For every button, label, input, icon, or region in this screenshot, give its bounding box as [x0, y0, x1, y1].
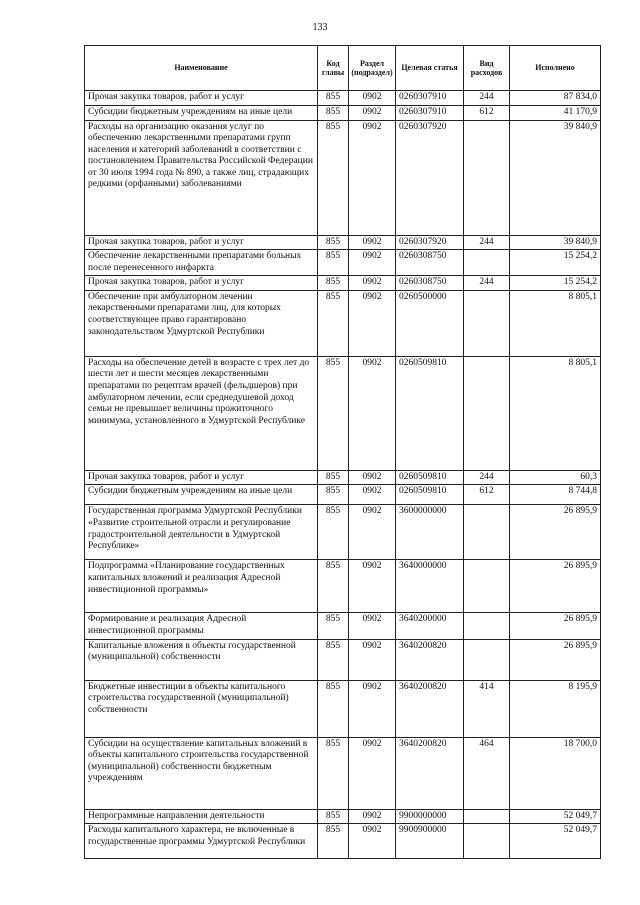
row-section: 0902 — [349, 91, 396, 106]
table-row — [85, 235, 601, 250]
row-name: Прочая закупка товаров, работ и услуг — [85, 235, 318, 250]
table-row — [85, 809, 601, 824]
row-amount: 8 805,1 — [510, 356, 601, 470]
table-row — [85, 470, 601, 485]
row-name: Расходы капитального характера, не включенные в государственные программы Удмуртской Республики — [85, 824, 318, 859]
row-section: 0902 — [349, 120, 396, 235]
row-section: 0902 — [349, 505, 396, 560]
row-code: 855 — [318, 105, 349, 120]
table-row — [85, 485, 601, 505]
row-amount: 39 840,9 — [510, 235, 601, 250]
row-type — [464, 356, 510, 470]
row-name: Подпрограмма «Планирование государственных капитальных вложений и реализация Адресной инвестиционной программы» — [85, 560, 318, 613]
row-section: 0902 — [349, 560, 396, 613]
row-name: Прочая закупка товаров, работ и услуг — [85, 276, 318, 291]
row-target: 0260509810 — [396, 470, 464, 485]
row-target: 0260509810 — [396, 485, 464, 505]
row-section: 0902 — [349, 639, 396, 680]
table-row — [85, 120, 601, 235]
row-target: 0260308750 — [396, 250, 464, 276]
row-type: 244 — [464, 91, 510, 106]
table-row — [85, 824, 601, 859]
row-type — [464, 290, 510, 356]
row-section: 0902 — [349, 470, 396, 485]
row-target: 3640200000 — [396, 613, 464, 639]
row-section: 0902 — [349, 680, 396, 737]
table-row — [85, 613, 601, 639]
row-name: Обеспечение лекарственными препаратами больных после перенесенного инфаркта — [85, 250, 318, 276]
row-amount: 26 895,9 — [510, 639, 601, 680]
header-executed: Исполнено — [510, 46, 601, 91]
table-row — [85, 639, 601, 680]
row-amount: 15 254,2 — [510, 276, 601, 291]
row-type — [464, 250, 510, 276]
row-name: Обеспечение при амбулаторном лечении лекарственными препаратами лиц, для которых соответствующее право гарантировано законодательством Удмуртской Республики — [85, 290, 318, 356]
row-amount: 60,3 — [510, 470, 601, 485]
row-section: 0902 — [349, 613, 396, 639]
row-name: Бюджетные инвестиции в объекты капитального строительства государственной (муниципальной) собственности — [85, 680, 318, 737]
row-type: 612 — [464, 105, 510, 120]
row-code: 855 — [318, 613, 349, 639]
row-amount: 39 840,9 — [510, 120, 601, 235]
row-name: Расходы на обеспечение детей в возрасте с трех лет до шести лет и шести месяцев лекарственными препаратами по рецептам врачей (фельдшеров) при амбулаторном лечении, если среднедушевой доход семьи не превышает величины прожиточного минимума, установленного в Удмуртской Республике — [85, 356, 318, 470]
row-name: Субсидии бюджетным учреждениям на иные цели — [85, 485, 318, 505]
row-code: 855 — [318, 485, 349, 505]
row-amount: 26 895,9 — [510, 505, 601, 560]
row-code: 855 — [318, 639, 349, 680]
table-row — [85, 505, 601, 560]
row-target: 3640200820 — [396, 737, 464, 809]
row-type: 464 — [464, 737, 510, 809]
row-code: 855 — [318, 809, 349, 824]
row-target: 0260509810 — [396, 356, 464, 470]
row-type — [464, 809, 510, 824]
row-section: 0902 — [349, 235, 396, 250]
row-target: 0260308750 — [396, 276, 464, 291]
row-amount: 26 895,9 — [510, 560, 601, 613]
row-amount: 18 700,0 — [510, 737, 601, 809]
row-amount: 26 895,9 — [510, 613, 601, 639]
header-code: Код главы — [318, 46, 349, 91]
table-row — [85, 560, 601, 613]
table-row — [85, 105, 601, 120]
row-target: 3640000000 — [396, 560, 464, 613]
row-type — [464, 120, 510, 235]
row-type — [464, 560, 510, 613]
table-row — [85, 737, 601, 809]
row-section: 0902 — [349, 356, 396, 470]
row-target: 0260307920 — [396, 120, 464, 235]
row-name: Формирование и реализация Адресной инвестиционной программы — [85, 613, 318, 639]
row-name: Субсидии бюджетным учреждениям на иные цели — [85, 105, 318, 120]
table-row — [85, 680, 601, 737]
row-amount: 15 254,2 — [510, 250, 601, 276]
row-type: 244 — [464, 276, 510, 291]
table-row — [85, 250, 601, 276]
row-target: 3600000000 — [396, 505, 464, 560]
row-type: 612 — [464, 485, 510, 505]
row-amount: 8 195,9 — [510, 680, 601, 737]
header-target: Целевая статья — [396, 46, 464, 91]
row-code: 855 — [318, 276, 349, 291]
row-code: 855 — [318, 505, 349, 560]
row-target: 0260500000 — [396, 290, 464, 356]
row-target: 0260307910 — [396, 91, 464, 106]
row-type: 414 — [464, 680, 510, 737]
row-section: 0902 — [349, 485, 396, 505]
table-header-row — [85, 46, 601, 91]
row-name: Государственная программа Удмуртской Республики «Развитие строительной отрасли и регулирование градостроительной деятельности в Удмуртской Республике» — [85, 505, 318, 560]
row-code: 855 — [318, 560, 349, 613]
row-code: 855 — [318, 470, 349, 485]
row-section: 0902 — [349, 276, 396, 291]
row-name: Прочая закупка товаров, работ и услуг — [85, 470, 318, 485]
row-section: 0902 — [349, 824, 396, 859]
row-code: 855 — [318, 356, 349, 470]
table-row — [85, 290, 601, 356]
budget-table — [84, 45, 601, 859]
header-section: Раздел (подраздел) — [349, 46, 396, 91]
row-amount: 87 834,0 — [510, 91, 601, 106]
row-name: Расходы на организацию оказания услуг по обеспечению лекарственными препаратами групп населения и категорий заболеваний в соответствии с постановлением Правительства Российской Федерации от 30 июля 1994 года № 890, а также лиц, страдающих редкими (орфанными) заболеваниями — [85, 120, 318, 235]
row-code: 855 — [318, 680, 349, 737]
row-section: 0902 — [349, 290, 396, 356]
table-row — [85, 276, 601, 291]
row-target: 3640200820 — [396, 639, 464, 680]
row-target: 0260307910 — [396, 105, 464, 120]
row-type — [464, 613, 510, 639]
row-section: 0902 — [349, 737, 396, 809]
row-amount: 41 170,9 — [510, 105, 601, 120]
row-code: 855 — [318, 824, 349, 859]
row-name: Субсидии на осуществление капитальных вложений в объекты капитального строительства государственной (муниципальной) собственности бюджетным учреждениям — [85, 737, 318, 809]
row-type: 244 — [464, 235, 510, 250]
row-target: 0260307920 — [396, 235, 464, 250]
header-name: Наименование — [85, 46, 318, 91]
row-type — [464, 639, 510, 680]
row-name: Прочая закупка товаров, работ и услуг — [85, 91, 318, 106]
row-target: 3640200820 — [396, 680, 464, 737]
row-amount: 52 049,7 — [510, 824, 601, 859]
row-section: 0902 — [349, 809, 396, 824]
row-code: 855 — [318, 235, 349, 250]
row-amount: 52 049,7 — [510, 809, 601, 824]
row-name: Непрограммные направления деятельности — [85, 809, 318, 824]
row-code: 855 — [318, 290, 349, 356]
row-name: Капитальные вложения в объекты государственной (муниципальной) собственности — [85, 639, 318, 680]
header-type: Вид расходов — [464, 46, 510, 91]
row-section: 0902 — [349, 105, 396, 120]
row-target: 9900900000 — [396, 824, 464, 859]
row-code: 855 — [318, 250, 349, 276]
row-code: 855 — [318, 91, 349, 106]
row-type: 244 — [464, 470, 510, 485]
row-amount: 8 744,8 — [510, 485, 601, 505]
row-code: 855 — [318, 120, 349, 235]
row-type — [464, 824, 510, 859]
row-target: 9900000000 — [396, 809, 464, 824]
row-type — [464, 505, 510, 560]
row-amount: 8 805,1 — [510, 290, 601, 356]
row-code: 855 — [318, 737, 349, 809]
table-row — [85, 91, 601, 106]
page-number: 133 — [312, 22, 328, 33]
row-section: 0902 — [349, 250, 396, 276]
table-row — [85, 356, 601, 470]
